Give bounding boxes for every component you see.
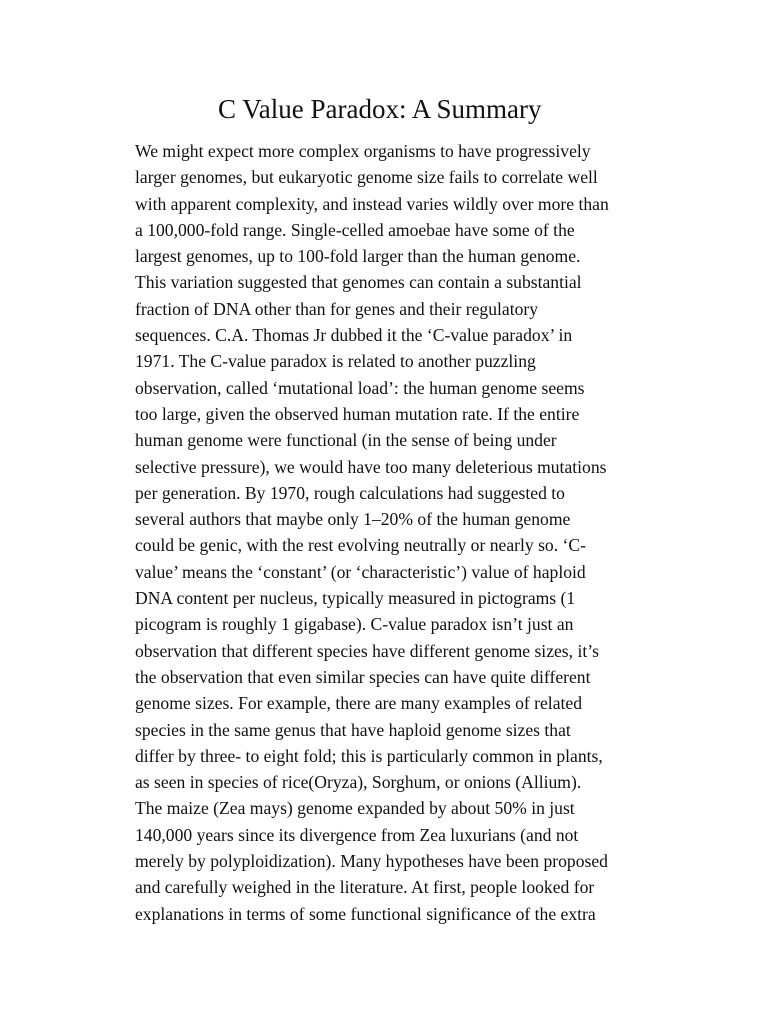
body-line: fraction of DNA other than for genes and their regulatory bbox=[135, 298, 539, 319]
document-title: C Value Paradox: A Summary bbox=[218, 94, 542, 124]
body-line: the observation that even similar species can have quite different bbox=[135, 666, 591, 687]
body-line: human genome were functional (in the sense of being under bbox=[135, 430, 557, 451]
body-line: differ by three- to eight fold; this is particularly common in plants, bbox=[135, 745, 603, 766]
body-line: sequences. C.A. Thomas Jr dubbed it the ‘C-value paradox’ in bbox=[135, 325, 573, 346]
body-line: 1971. The C-value paradox is related to another puzzling bbox=[135, 351, 536, 372]
body-line: genome sizes. For example, there are many examples of related bbox=[135, 693, 582, 714]
body-line: picogram is roughly 1 gigabase). C-value paradox isn’t just an bbox=[135, 614, 574, 635]
body-line: value’ means the ‘constant’ (or ‘characteristic’) value of haploid bbox=[135, 561, 586, 582]
body-line: could be genic, with the rest evolving neutrally or nearly so. ‘C- bbox=[135, 535, 586, 556]
body-line: DNA content per nucleus, typically measured in pictograms (1 bbox=[135, 588, 576, 609]
body-line: several authors that maybe only 1–20% of the human genome bbox=[135, 509, 571, 530]
body-line: selective pressure), we would have too many deleterious mutations bbox=[135, 456, 607, 477]
body-line: explanations in terms of some functional significance of the extra bbox=[135, 903, 596, 924]
body-line: This variation suggested that genomes can contain a substantial bbox=[135, 272, 582, 293]
document-body bbox=[135, 138, 695, 927]
body-line: as seen in species of rice(Oryza), Sorghum, or onions (Allium). bbox=[135, 772, 582, 793]
body-line: a 100,000-fold range. Single-celled amoebae have some of the bbox=[135, 219, 575, 240]
body-line: merely by polyploidization). Many hypotheses have been proposed bbox=[135, 851, 608, 872]
body-line: larger genomes, but eukaryotic genome size fails to correlate well bbox=[135, 167, 598, 188]
body-line: largest genomes, up to 100-fold larger than the human genome. bbox=[135, 246, 581, 267]
body-line: too large, given the observed human mutation rate. If the entire bbox=[135, 403, 580, 424]
body-line: per generation. By 1970, rough calculations had suggested to bbox=[135, 482, 565, 503]
body-line: 140,000 years since its divergence from Zea luxurians (and not bbox=[135, 824, 579, 845]
body-line: species in the same genus that have haploid genome sizes that bbox=[135, 719, 571, 740]
body-line: The maize (Zea mays) genome expanded by about 50% in just bbox=[135, 798, 575, 819]
body-line: with apparent complexity, and instead varies wildly over more than bbox=[135, 193, 609, 214]
body-line: We might expect more complex organisms to have progressively bbox=[135, 141, 591, 161]
body-line: and carefully weighed in the literature. At first, people looked for bbox=[135, 877, 595, 898]
body-line: observation that different species have different genome sizes, it’s bbox=[135, 640, 599, 661]
body-line: observation, called ‘mutational load’: the human genome seems bbox=[135, 377, 585, 398]
